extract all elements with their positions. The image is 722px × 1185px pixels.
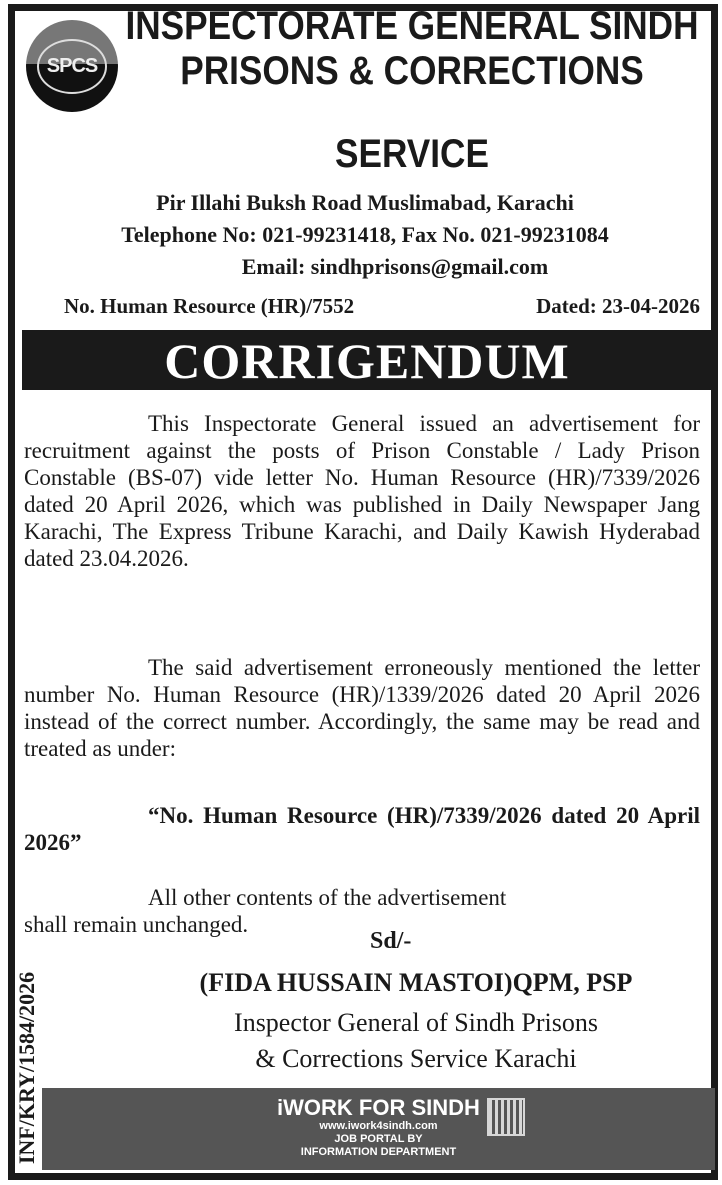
title-line-3: SERVICE	[335, 132, 489, 176]
sd: Sd/-	[370, 928, 412, 954]
paragraph-4: All other contents of the advertisement shall remain unchanged.	[24, 885, 507, 937]
title-line-2: PRISONS & CORRECTIONS	[180, 49, 644, 93]
email: Email: sindhprisons@gmail.com	[241, 254, 549, 279]
title-line-1: INSPECTORATE GENERAL SINDH	[125, 4, 699, 48]
footer-url[interactable]: www.iwork4sindh.com	[319, 1120, 438, 1132]
designation-line-1: Inspector General of Sindh Prisons	[234, 1008, 598, 1037]
address: Pir Illahi Buksh Road Muslimabad, Karachi	[156, 190, 574, 215]
paragraph-1: This Inspectorate General issued an advertisement for recruitment against the posts of Prison Constable / Lady Prison Constable (BS-07) vide letter No. Human Resource (HR)/7339/2026 dated 20 April 2026, which was published in Daily Newspaper Jang Karachi, The Express Tribune Karachi, and Daily Kawish Hyderabad dated 23.04.2026.	[24, 411, 700, 571]
reference-number: No. Human Resource (HR)/7552	[64, 294, 355, 318]
phone: Telephone No: 021-99231418, Fax No. 021-99231084	[121, 222, 609, 247]
qr-code-icon	[487, 1098, 525, 1136]
corrected-reference: “No. Human Resource (HR)/7339/2026 dated 20 April 2026”	[24, 803, 700, 855]
signatory-name: (FIDA HUSSAIN MASTOI)QPM, PSP	[199, 968, 633, 997]
side-reference: INF/KRY/1584/2026	[14, 971, 39, 1165]
footer-brand: iWORK FOR SINDH	[277, 1095, 480, 1120]
corrigendum-banner: CORRIGENDUM	[22, 330, 712, 390]
footer-banner	[42, 1088, 715, 1170]
ad-frame	[8, 4, 718, 1180]
spcs-logo: SPCS	[26, 20, 118, 112]
paragraph-2: The said advertisement erroneously mentioned the letter number No. Human Resource (HR)/1339/2026 dated 20 April 2026 instead of the correct number. Accordingly, the same may be read and treated as under:	[24, 655, 700, 761]
footer-line-1: JOB PORTAL BY	[334, 1133, 423, 1145]
designation-line-2: & Corrections Service Karachi	[255, 1044, 577, 1073]
footer-line-2: INFORMATION DEPARTMENT	[300, 1146, 457, 1158]
date: Dated: 23-04-2026	[536, 294, 700, 318]
